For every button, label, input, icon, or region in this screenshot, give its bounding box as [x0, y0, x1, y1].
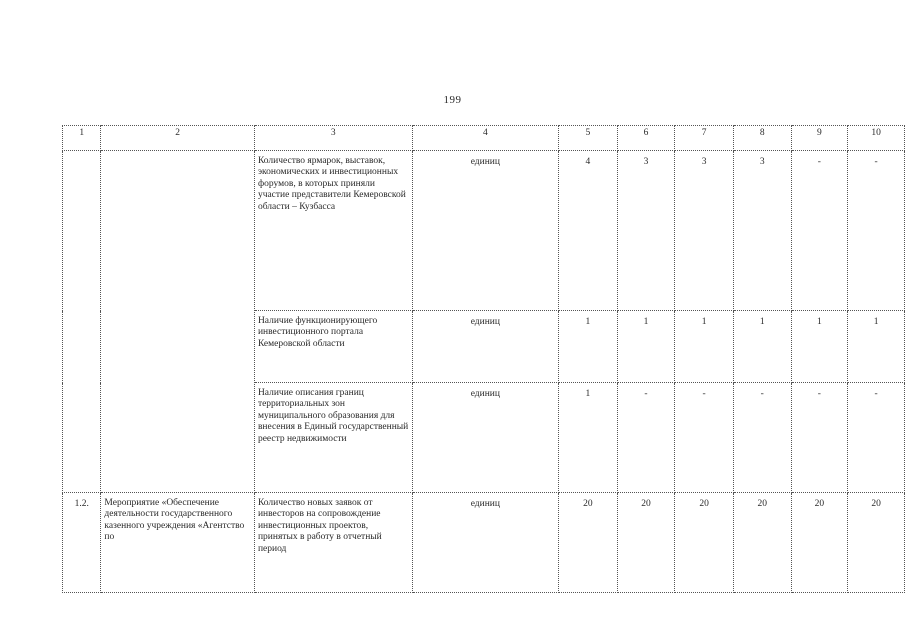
value-cell: 1	[848, 311, 905, 383]
value-cell: 3	[617, 151, 675, 311]
value-cell: 20	[559, 493, 618, 593]
value-cell: 1	[791, 311, 848, 383]
table-header-row	[63, 126, 905, 151]
table-row	[63, 493, 905, 593]
value-cell: 3	[675, 151, 734, 311]
column-header: 4	[412, 126, 558, 151]
value-cell: 20	[848, 493, 905, 593]
column-header: 5	[559, 126, 618, 151]
value-cell: 1	[559, 311, 618, 383]
column-header: 2	[101, 126, 255, 151]
column-header: 1	[63, 126, 101, 151]
value-cell: 20	[733, 493, 791, 593]
value-cell: -	[791, 383, 848, 493]
row-number-cell: 1.2.	[63, 493, 101, 593]
column-header: 3	[254, 126, 412, 151]
value-cell: -	[848, 383, 905, 493]
row-number-cell	[63, 151, 101, 493]
column-header: 10	[848, 126, 905, 151]
column-header: 8	[733, 126, 791, 151]
value-cell: 1	[617, 311, 675, 383]
unit-cell: единиц	[412, 311, 558, 383]
indicators-table	[62, 125, 905, 593]
table-row	[63, 151, 905, 311]
value-cell: 20	[617, 493, 675, 593]
value-cell: -	[675, 383, 734, 493]
activity-cell: Мероприятие «Обеспечение деятельности государственного казенного учреждения «Агентство по	[101, 493, 255, 593]
value-cell: -	[791, 151, 848, 311]
activity-cell	[101, 151, 255, 493]
indicator-cell: Наличие функционирующего инвестиционного портала Кемеровской области	[254, 311, 412, 383]
value-cell: -	[617, 383, 675, 493]
value-cell: 20	[791, 493, 848, 593]
page-number: 199	[443, 94, 462, 106]
value-cell: 20	[675, 493, 734, 593]
column-header: 9	[791, 126, 848, 151]
unit-cell: единиц	[412, 151, 558, 311]
indicator-cell: Количество ярмарок, выставок, экономических и инвестиционных форумов, в которых приняли участие представители Кемеровской области – Кузбасса	[254, 151, 412, 311]
value-cell: -	[848, 151, 905, 311]
value-cell: 3	[733, 151, 791, 311]
column-header: 6	[617, 126, 675, 151]
value-cell: 1	[559, 383, 618, 493]
indicator-cell: Наличие описания границ территориальных зон муниципального образования для внесения в Единый государственный реестр недвижимости	[254, 383, 412, 493]
indicator-cell: Количество новых заявок от инвесторов на сопровождение инвестиционных проектов, принятых в работу в отчетный период	[254, 493, 412, 593]
value-cell: -	[733, 383, 791, 493]
unit-cell: единиц	[412, 383, 558, 493]
value-cell: 1	[733, 311, 791, 383]
unit-cell: единиц	[412, 493, 558, 593]
value-cell: 4	[559, 151, 618, 311]
column-header: 7	[675, 126, 734, 151]
value-cell: 1	[675, 311, 734, 383]
